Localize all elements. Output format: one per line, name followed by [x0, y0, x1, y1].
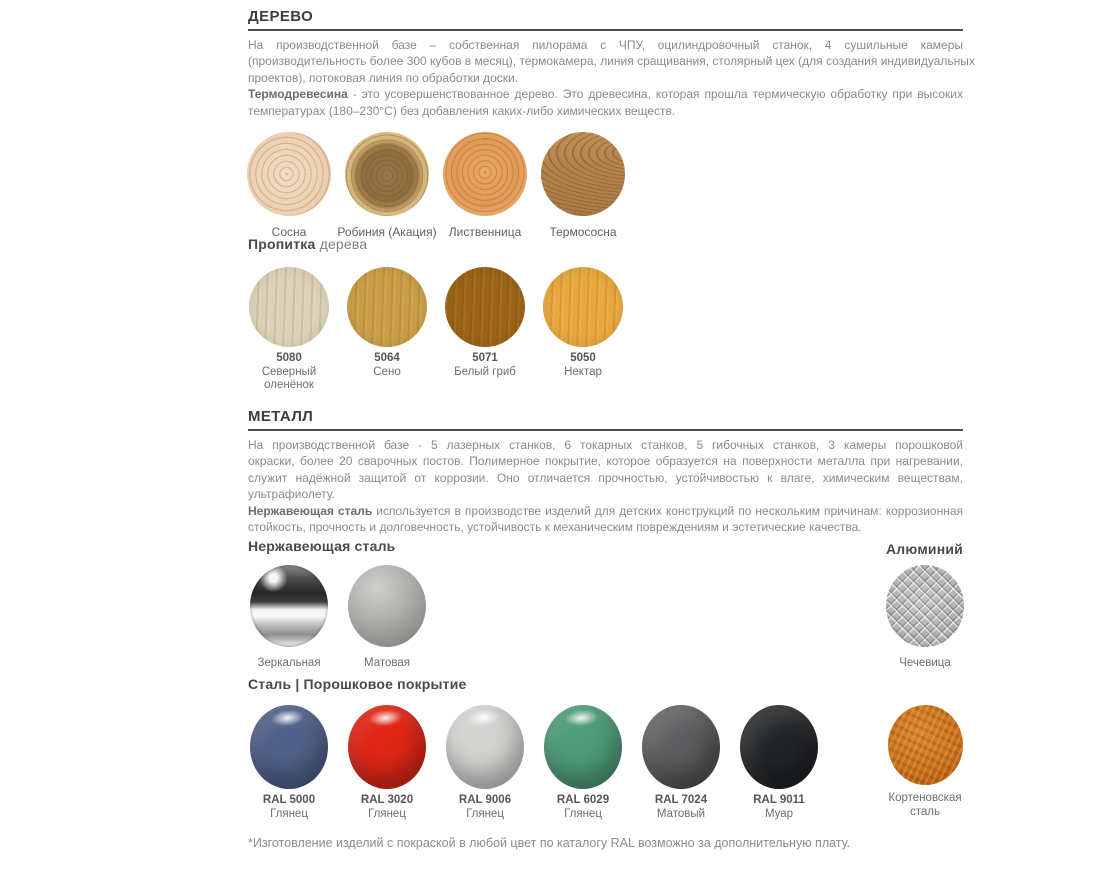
aluminum-heading: Алюминий — [885, 541, 963, 557]
stainless-label: Зеркальная — [257, 657, 321, 669]
powder-finish: Матовый — [656, 807, 706, 820]
wood-intro-line: проектов), потоковая линия по обработки доски. — [248, 70, 519, 85]
species-label: Термососна — [549, 225, 617, 239]
stainless-label: Матовая — [364, 657, 410, 669]
stainless-item-mirror — [240, 565, 338, 671]
wood-intro-line: (производительность более 300 кубов в месяц), термокамера, линия сращивания, столярный цех (для создания индивидуальных — [248, 54, 975, 69]
impregnation-swatch-5071 — [445, 267, 525, 347]
powder-code: RAL 7024 — [654, 794, 708, 806]
impregnation-name: Сено — [373, 365, 401, 378]
stainless-line: стойкость, прочность и долговечность, устойчивость к механическим повреждениям и эстетические качества. — [248, 519, 862, 534]
powder-finish: Глянец — [564, 807, 602, 820]
matte-steel-sphere — [348, 565, 426, 647]
ral9011-swatch — [740, 705, 818, 789]
powder-item-ral5000 — [240, 705, 338, 821]
corten-steel-swatch — [888, 705, 963, 785]
stainless-heading: Нержавеющая сталь — [248, 538, 396, 554]
impregnation-swatch-5080 — [249, 267, 329, 347]
stainless-term: Нержавеющая сталь — [248, 503, 373, 518]
impregnation-name: Нектар — [564, 365, 602, 378]
species-label: Сосна — [271, 225, 307, 239]
powder-code: RAL 3020 — [360, 794, 414, 806]
impregnation-name: Северный оленёнок — [261, 365, 317, 391]
stainless-line — [248, 503, 963, 519]
species-item-larch — [436, 132, 534, 239]
aluminum-item — [876, 565, 974, 671]
powder-item-ral9011 — [730, 705, 828, 821]
species-item-pine — [240, 132, 338, 239]
pine-wood-swatch — [247, 132, 331, 216]
robinia-wood-swatch — [345, 132, 429, 216]
wood-section-rule — [248, 29, 963, 31]
page-content — [248, 0, 975, 879]
thermo-term: Термодревесина — [248, 87, 348, 102]
ral7024-swatch — [642, 705, 720, 789]
ral3020-swatch — [348, 705, 426, 789]
impregnation-code: 5080 — [276, 352, 302, 364]
powder-code: RAL 9011 — [753, 794, 805, 806]
ral9006-swatch — [446, 705, 524, 789]
metal-intro-line: служит надёжной защитой от коррозии. Оно отличается прочностью, устойчивостью к влаге, химическим веществам, — [248, 470, 963, 485]
impregnation-item-5080 — [240, 267, 338, 393]
corten-label-line2: сталь — [910, 805, 940, 818]
metal-section-title: МЕТАЛЛ — [248, 408, 314, 425]
aluminum-label: Чечевица — [899, 657, 951, 669]
corten-label-line1: Кортеновская — [888, 792, 962, 804]
stainless-row — [240, 565, 436, 671]
metal-intro-line: На производственной базе - 5 лазерных станков, 6 токарных станков, 5 гибочных станков, 3 камеры порошковой — [248, 438, 963, 452]
powder-finish: Глянец — [368, 807, 406, 820]
impregnation-heading-bold: Пропитка — [248, 236, 316, 252]
impregnation-row — [240, 267, 632, 393]
powder-code: RAL 5000 — [262, 794, 316, 806]
powder-finish: Глянец — [270, 807, 308, 820]
powder-item-ral7024 — [632, 705, 730, 821]
species-label: Робиния (Акация) — [337, 225, 437, 239]
thermopine-wood-swatch — [541, 132, 625, 216]
metal-section-rule — [248, 429, 963, 431]
mirror-steel-sphere — [250, 565, 328, 647]
impregnation-name: Белый гриб — [454, 365, 516, 378]
impregnation-heading — [248, 236, 367, 252]
powder-finish: Муар — [764, 807, 794, 820]
powder-row — [240, 705, 828, 821]
wood-section-title: ДЕРЕВО — [248, 8, 314, 25]
impregnation-item-5071 — [436, 267, 534, 393]
metal-intro-line: окраски, более 20 сварочных постов. Полимерное покрытие, которое образуется на поверхности металла при нагревании, — [248, 454, 963, 469]
impregnation-item-5050 — [534, 267, 632, 393]
impregnation-item-5064 — [338, 267, 436, 393]
wood-species-row — [240, 132, 632, 239]
species-label: Лиственница — [448, 225, 522, 239]
impregnation-code: 5071 — [472, 352, 498, 364]
impregnation-code: 5064 — [374, 352, 400, 364]
metal-intro-line: ультрафиолету. — [248, 487, 335, 502]
powder-item-ral6029 — [534, 705, 632, 821]
powder-code: RAL 6029 — [556, 794, 610, 806]
powder-item-ral9006 — [436, 705, 534, 821]
powder-finish: Глянец — [466, 807, 504, 820]
impregnation-code: 5050 — [570, 352, 596, 364]
thermo-text: - это усовершенствованное дерево. Это древесина, которая прошла термическую обработку при высоких — [347, 87, 963, 102]
wood-intro-line: На производственной базе – собственная пилорама с ЧПУ, оцилиндровочный станок, 4 сушильные камеры — [248, 38, 963, 52]
metal-intro-paragraph — [248, 437, 963, 535]
powder-item-ral3020 — [338, 705, 436, 821]
stainless-text: используется в производстве изделий для детских конструкций по нескольким причинам: коррозионная — [372, 503, 963, 518]
ral-footnote: *Изготовление изделий с покраской в любой цвет по каталогу RAL возможно за дополнительную плату. — [248, 836, 851, 850]
impregnation-swatch-5064 — [347, 267, 427, 347]
wood-thermo-line: температурах (180–230°С) без добавления каких-либо химических веществ. — [248, 103, 676, 118]
larch-wood-swatch — [443, 132, 527, 216]
species-item-thermopine — [534, 132, 632, 239]
powder-code: RAL 9006 — [458, 794, 512, 806]
impregnation-swatch-5050 — [543, 267, 623, 347]
aluminum-diamond-plate-swatch — [886, 565, 964, 647]
corten-item — [876, 705, 974, 819]
stainless-item-matte — [338, 565, 436, 671]
wood-thermo-line — [248, 86, 963, 102]
powder-heading: Сталь | Порошковое покрытие — [248, 676, 467, 692]
species-item-robinia — [338, 132, 436, 239]
ral5000-swatch — [250, 705, 328, 789]
impregnation-heading-light: дерева — [315, 236, 368, 252]
ral6029-swatch — [544, 705, 622, 789]
wood-intro-paragraph — [248, 37, 975, 119]
